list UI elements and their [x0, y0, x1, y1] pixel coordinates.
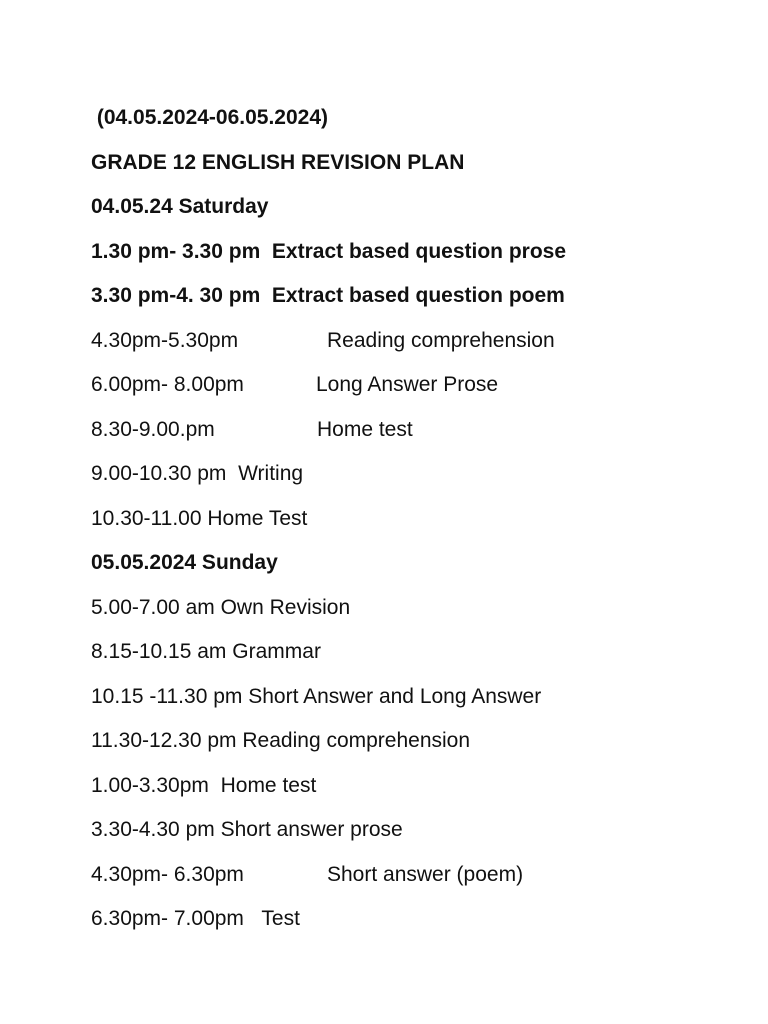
schedule-row [91, 675, 731, 720]
schedule-row [91, 274, 731, 319]
schedule-task: Short Answer and Long Answer [248, 684, 542, 708]
schedule-row [91, 630, 731, 675]
schedule-row [91, 319, 731, 364]
day-heading-saturday: 04.05.24 Saturday [91, 195, 269, 218]
schedule-time: 6.30pm- 7.00pm [91, 907, 262, 930]
schedule-task: Extract based question prose [271, 239, 567, 263]
schedule-task: Reading comprehension [242, 729, 471, 752]
schedule-row [91, 853, 731, 898]
schedule-task: Grammar [232, 640, 321, 663]
schedule-time: 10.15 -11.30 pm [91, 684, 249, 708]
schedule-task: Home Test [207, 506, 308, 530]
date-range: (04.05.2024-06.05.2024) [91, 106, 329, 129]
document-title: GRADE 12 ENGLISH REVISION PLAN [91, 150, 465, 174]
schedule-row [91, 363, 731, 408]
schedule-row [91, 586, 731, 631]
schedule-time: 11.30-12.30 pm [91, 729, 243, 752]
schedule-task: Own Revision [220, 595, 351, 619]
schedule-row [91, 764, 731, 809]
schedule-time: 3.30-4.30 pm [91, 818, 221, 841]
schedule-row [91, 408, 731, 453]
schedule-time: 4.30pm- 6.30pm [91, 862, 244, 886]
schedule-task: Extract based question poem [271, 284, 565, 307]
schedule-time: 5.00-7.00 am [91, 595, 221, 619]
schedule-task: Reading comprehension [327, 328, 555, 352]
day-heading-sunday: 05.05.2024 Sunday [91, 551, 278, 574]
schedule-time: 3.30 pm-4. 30 pm [91, 284, 272, 307]
schedule-task: Long Answer Prose [316, 373, 499, 396]
schedule-time: 4.30pm-5.30pm [91, 328, 239, 352]
schedule-row [91, 897, 731, 942]
schedule-row [91, 719, 731, 764]
document-body [91, 96, 731, 942]
schedule-time: 8.15-10.15 am [91, 640, 233, 663]
schedule-time: 1.00-3.30pm [91, 773, 221, 797]
schedule-row [91, 808, 731, 853]
schedule-row [91, 230, 731, 275]
schedule-task: Home test [317, 417, 413, 441]
schedule-task: Writing [238, 462, 304, 485]
schedule-task: Home test [220, 773, 317, 797]
schedule-time: 10.30-11.00 [91, 506, 208, 530]
schedule-time: 9.00-10.30 pm [91, 462, 239, 485]
schedule-task: Short answer (poem) [327, 862, 524, 886]
schedule-task: Short answer prose [220, 818, 403, 841]
schedule-task: Test [261, 907, 300, 930]
schedule-row [91, 452, 731, 497]
schedule-time: 6.00pm- 8.00pm [91, 373, 244, 396]
schedule-time: 1.30 pm- 3.30 pm [91, 239, 272, 263]
schedule-time: 8.30-9.00.pm [91, 417, 215, 441]
schedule-row [91, 497, 731, 542]
